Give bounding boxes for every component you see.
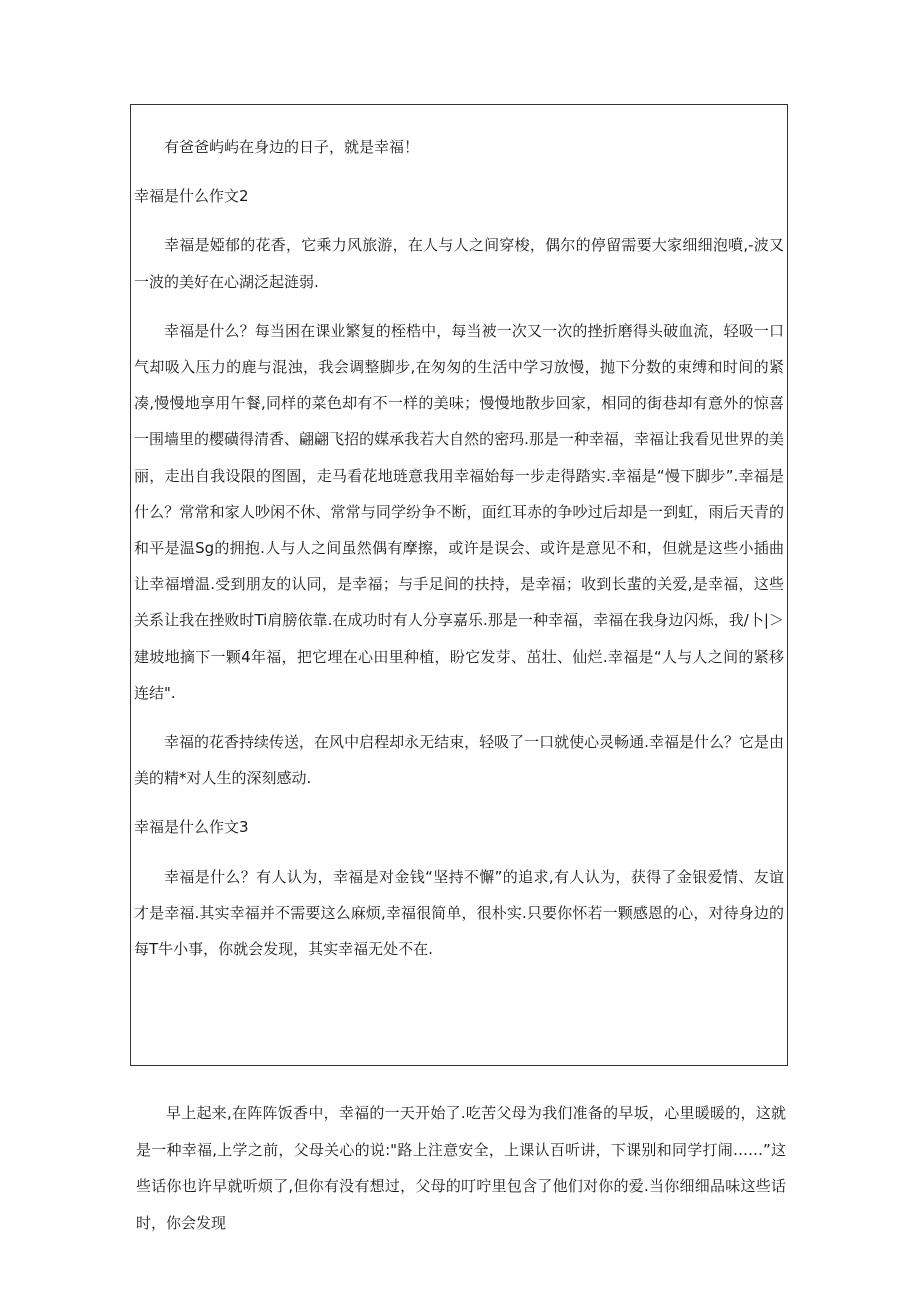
paragraph-2a: 幸福是婭郁的花香，它乘力风旅游，在人与人之间穿梭，偶尔的停留需要大家细细泡噴,-波又一波的美好在心湖泛起涟弱. [134, 236, 784, 291]
paragraph-2b: 幸福是什么？每当困在课业繁复的桎梏中，每当被一次又一次的挫折磨得头破血流，轻吸一口气却吸入压力的鹿与混浊，我会调整脚步,在匆匆的生活中学习放慢，抛下分数的束缚和时间的紧凑,慢慢地享用午餐,同样的菜色却有不一样的美味；慢慢地散步回家，相同的街巷却有意外的惊喜一围墙里的樱磺得清香、翩翩飞招的媒承我若大自然的密玛.那是一种幸福，幸福让我看见世界的美丽，走出自我设限的图圄，走马看花地琏意我用幸福始每一步走得踏实.幸福是“慢下脚步”.幸福是什么？常常和家人吵闲不休、常常与同学纷争不断，面红耳赤的争吵过后却是一到虹，雨后天青的和平是温Sg的拥抱.人与人之间虽然偶有摩擦，或许是误会、或许是意见不和，但就是这些小插曲让幸福增温.受到朋友的认同，是幸福；与手足间的扶持，是幸福；收到长蜚的关爱,是幸福，这些关系让我在挫败时Ti肩膀依靠.在成功时有人分享嘉乐.那是一种幸福，幸福在我身边闪烁，我/卜|＞建坡地摘下一颗4年福，把它埋在心田里种植，盼它发芽、茁壮、仙烂.幸福是“人与人之间的紧移连结". [134, 321, 784, 702]
heading-essay-2: 幸福是什么作文2 [134, 187, 249, 206]
tail-paragraph: 早上起来,在阵阵饭香中，幸福的一天开始了.吃苦父母为我们准备的早坂，心里暖暖的，这就是一种幸福,上学之前，父母关心的说:"路上注意安全，上课认百听讲，下课别和同学打闹……”这些话你也许早就听烦了,但你有没有想过，父母的叮咛里包含了他们对你的爱.当你细细品味这些话时，你会发现 [136, 1104, 786, 1232]
tail-text [136, 1095, 786, 1241]
heading-essay-3: 幸福是什么作文3 [134, 818, 249, 837]
paragraph-3a: 幸福是什么？有人认为，幸福是对金钱“坚持不懈”的追求,有人认为，获得了金银爱情、友谊才是幸福.其实幸福并不需要这么麻烦,幸福很简单，很朴实.只要你怀若一颗感恩的心，对待身边的每T牛小事，你就会发现，其实幸福无处不在. [134, 867, 784, 959]
box-content [134, 129, 784, 980]
paragraph-2c: 幸福的花香持续传送，在风中启程却永无结束，轻吸了一口就使心灵畅通.幸福是什么？它是由美的精*对人生的深刻感动. [134, 733, 784, 788]
bordered-text-box [130, 104, 788, 1066]
intro-line: 有爸爸屿屿在身边的日子，就是幸福！ [164, 138, 420, 156]
